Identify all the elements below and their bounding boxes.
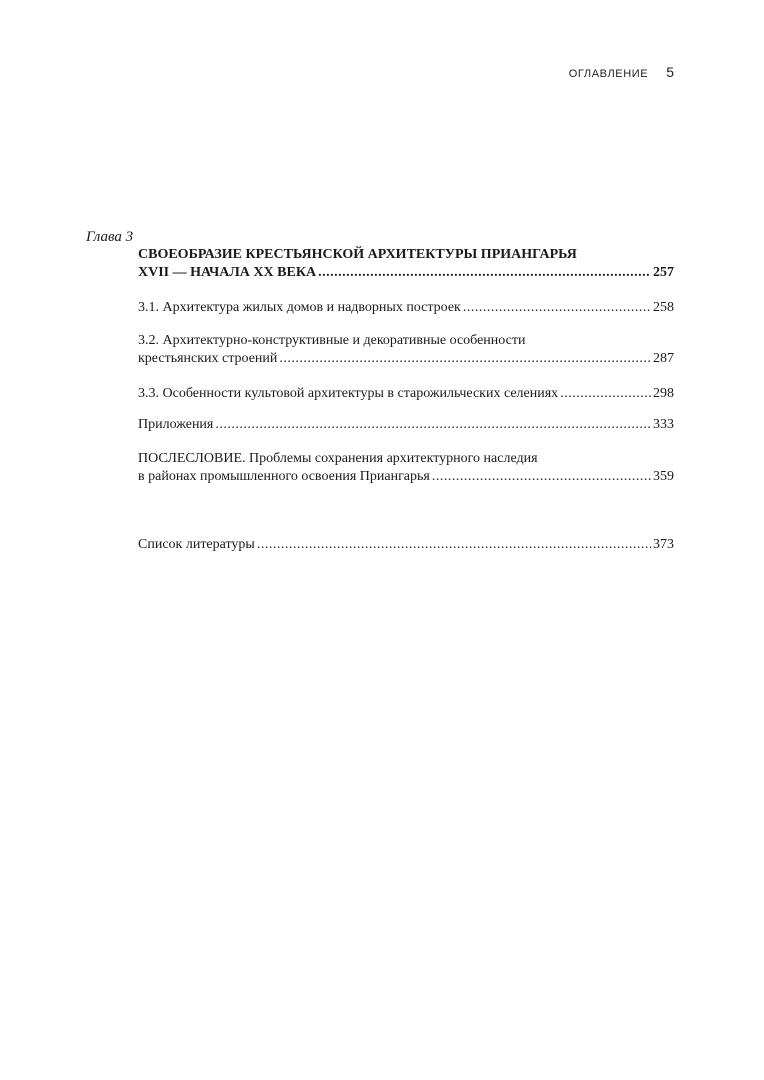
toc-entry-text-line2: в районах промышленного освоения Приангарья [138,469,430,484]
chapter-title-line2-text: XVII — НАЧАЛА XX ВЕКА [138,265,317,280]
toc-entry-bibliography[interactable] [138,536,674,554]
running-head [569,64,674,80]
toc-entry-page: 373 [653,537,674,552]
running-head-title: ОГЛАВЛЕНИЕ [568,68,649,80]
toc-entry-line [138,468,674,486]
dot-leader [257,536,651,554]
toc-entry-text: Приложения [138,417,214,432]
dot-leader [215,416,651,434]
toc-chapter-heading[interactable] [138,246,674,282]
chapter-title-line2 [138,264,674,282]
toc-entry-text-line2: крестьянских строений [138,351,278,366]
toc-entry-text-line1: ПОСЛЕСЛОВИЕ. Проблемы сохранения архитектурного наследия [138,451,538,466]
toc-entry-3-3[interactable] [138,385,674,403]
toc-entry-line [138,416,674,434]
toc-entry-afterword[interactable] [138,450,674,486]
toc-entry-text-line1: 3.2. Архитектурно-конструктивные и декоративные особенности [138,333,526,348]
toc-entry-line [138,536,674,554]
toc-entry-page: 258 [653,300,674,315]
dot-leader [432,468,651,486]
chapter-label: Глава 3 [86,229,134,245]
toc-entry-text: Список литературы [138,537,255,552]
chapter-title-line1: СВОЕОБРАЗИЕ КРЕСТЬЯНСКОЙ АРХИТЕКТУРЫ ПРИАНГАРЬЯ [138,247,577,262]
dot-leader [463,299,651,317]
toc-entry-text: 3.1. Архитектура жилых домов и надворных построек [138,300,461,315]
toc-entry-page: 298 [653,386,674,401]
chapter-page-number: 257 [653,265,674,280]
dot-leader [560,385,651,403]
toc-entry-line [138,299,674,317]
dot-leader [279,350,651,368]
toc-entry-appendices[interactable] [138,416,674,434]
toc-entry-3-1[interactable] [138,299,674,317]
toc-entry-text: 3.3. Особенности культовой архитектуры в старожильческих селениях [138,386,559,401]
toc-entry-line [138,350,674,368]
toc-entry-page: 333 [653,417,674,432]
toc-entry-3-2[interactable] [138,332,674,368]
page-number: 5 [666,64,674,80]
dot-leader [318,264,651,282]
toc-entry-page: 359 [653,469,674,484]
toc-entry-line [138,385,674,403]
toc-entry-page: 287 [653,351,674,366]
